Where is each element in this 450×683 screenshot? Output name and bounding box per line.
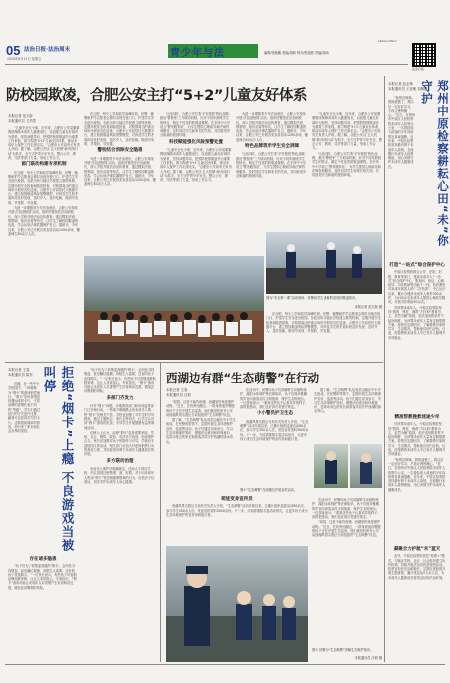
- paragraph: 为进一步增强青少年法治意识，合肥公安持续开展‘法治进校园’活动，组织民警担任法治副校长，深入学校开展法治宣传教育，通过模拟法庭、情景剧、知识竞赛等形式，让学生了解校园欺凌的危害，学会运用法律武器保护自己。据统计，今年以来，合肥公安已开展各类宣讲活动1200余场，覆盖师生80余万人次。: [236, 112, 308, 142]
- paragraph: “儿童安全无小事，近年来，合肥市公安局紧紧围绕保障未成年人健康成长，以创建儿童友好城市为契机，坚持问题导向，把预防校园欺凌作为重要工作来抓，着力构建‘5+2’儿童友好体系，推动未成年人保护工作走深走实。”合肥市公安局有关负责人介绍。据了解，合肥公安以‘五大机制’和‘两项行动’为抓手，全力守护青少年安全，整合公安、教育、司法等部门力量，形成工作合力。: [160, 148, 232, 183]
- paragraph: 未成年人保护法明确规定，任何人不得在学校、幼儿园周边销售烟、酒、彩票。对于向未成年人售卖“烟卡”等变相推销烟草的行为，应依法予以查处，切实守护未成年人身心健康。: [84, 466, 155, 484]
- paragraph: 在活动中，民警向孩子们讲解野生动植物保护、湖泊水体保护等法律知识，孩子们则用稚嫩的声音向游客宣传文明旅游、保护生态的理念。一位游客表示：“看到这些孩子认真劝导的样子，真的很感动，我们也应该自觉遵守规定。”: [240, 388, 309, 410]
- paragraph: “孩子们为了收集更高级的‘烟卡’，会四处寻找烟盒，甚至翻垃圾桶、向陌生人索要，还有的孩子花钱购买。”一位家长表示，有些孩子对香烟品牌如数家珍，这让人非常担心。专家指出，“烟卡”游戏可能让未成年人对香烟产生好奇和亲近感，增加尝试吸烟的风险。: [84, 368, 156, 394]
- photo-scene: [266, 232, 382, 294]
- paragraph: “叔叔，这里不能钓鱼哦，西湖里的鱼是保护动物。”近日，在杭州西湖边，一群身着迷你警服的孩子正在开展生态巡查，他们就是杭州市公安局西湖风景名胜区分局组建的“生态萌警”队伍。: [166, 400, 235, 417]
- paragraph: 在合肥，每天上学和放学高峰时段，民警、辅警和护学志愿者会准时出现在校门口，护送学生安全进出校园。各派出所与辖区学校建立联络机制，定期开展安全检查和隐患排查，对校园周边的重点场所开展常态化巡查。合肥市公安局依托大数据平台，建立校园欺凌风险预警模型，对涉及学生的矛盾纠纷及时发现、及时介入、及时化解，做到早发现、早预防、早处置。: [84, 112, 155, 147]
- paragraph: 与此同时，合肥公安打造‘平安校园’特色品牌，推出‘警校家’三方联动机制，针对不同年龄段学生的特点，制定个性化的防欺凌课程。在多所中小学设立‘警务服务站’，为学生提供心理疏导和法律咨询服务，及时回应学生和家长的关切，共同营造安全和谐的校园环境。: [236, 152, 308, 178]
- article4-photo-1: [314, 444, 348, 488]
- page-number: 05: [6, 43, 21, 58]
- paragraph: 为进一步增强青少年法治意识，合肥公安持续开展‘法治进校园’活动，组织民警担任法治副校长，深入学校开展法治宣传教育，通过模拟法庭、情景剧、知识竞赛等形式，让学生了解校园欺凌的危害，学会运用法律武器保护自己。据统计，今年以来，合肥公安已开展各类宣讲活动1200余场，覆盖师生80余万人次。: [8, 206, 80, 236]
- paragraph: 为进一步增强青少年法治意识，合肥公安持续开展‘法治进校园’活动，组织民警担任法治副校长，深入学校开展法治宣传教育，通过模拟法庭、情景剧、知识竞赛等形式，让学生了解校园欺凌的危害，学会运用法律武器保护自己。据统计，今年以来，合肥公安已开展各类宣讲活动1200余场，覆盖师生80余万人次。: [84, 156, 156, 187]
- paragraph: 法律人士认为，治理“烟卡”乱象需要家庭、学校、社会、网络、政府、司法多方协同，形成保护合力。家长应加强对孩子的陪伴与引导，学校应丰富校园文体活动，相关部门应加大对违规销售行为的查处力度，共同营造有利于未成年人健康成长的环境。: [84, 430, 155, 457]
- article2-col1: [388, 96, 416, 266]
- article3-col1: [8, 382, 40, 552]
- article1-title: 防校园欺凌，合肥公安主打“5+2”儿童友好体系: [6, 88, 307, 104]
- paragraph: 近期，在一些中小学校园中，一种被称为“烟卡”的游戏悄然流行。“烟卡”是用香烟盒折叠而成的卡片，不同品牌的香烟代表不同的“等级”，学生们通过拍打的方式进行比拼，赢者可以获得对方的卡片。这种看似简单的游戏，却引发了家长和社会各界的担忧。: [8, 382, 40, 434]
- article1-col3: [160, 112, 232, 252]
- photo-scene: [314, 444, 348, 488]
- legal-daily-label: LEGAL DAILY: [378, 39, 397, 43]
- article1-col6: [266, 312, 382, 358]
- photo-scene: [350, 444, 382, 488]
- paragraph: “儿童安全无小事，近年来，合肥市公安局紧紧围绕保障未成年人健康成长，以创建儿童友好城市为契机，坚持问题导向，把预防校园欺凌作为重要工作来抓，着力构建‘5+2’儿童友好体系，推动未成年人保护工作走深走实。”合肥市公安局有关负责人介绍。据了解，合肥公安以‘五大机制’和‘两项行动’为抓手，全力守护青少年安全，整合公安、教育、司法等部门力量，形成工作合力。: [312, 112, 382, 151]
- article1-col2: [84, 112, 156, 252]
- article4-col4: [166, 496, 308, 544]
- article1-photo: [84, 256, 264, 360]
- subhead: 打造“一站式”综合保护中心: [389, 263, 445, 268]
- article3-byline: 本报记者 王春 本报通讯员 陈东: [8, 368, 33, 377]
- paragraph: 在合肥，每天上学和放学高峰时段，民警、辅警和护学志愿者会准时出现在校门口，护送学生安全进出校园。各派出所与辖区学校建立联络机制，定期开展安全检查和隐患排查，对校园周边的重点场所开展常态化巡查。合肥市公安局依托大数据平台，建立校园欺凌风险预警模型，对涉及学生的矛盾纠纷及时发现、及时介入、及时化解，做到早发现、早预防、早处置。: [266, 312, 381, 334]
- article4-col1: [166, 400, 236, 486]
- paragraph: 此外，中原区检察院依托“检察+”模式，与辖区学校、社区、社会组织建立协作机制，持续开展法治宣传进校园活动。检察官担任法治副校长，定期走进校园开展主题讲座，累计受众达5万余人次，为未成年人健康成长营造良好的法治环境。: [388, 554, 446, 580]
- section-title: 青少年与法: [170, 48, 225, 59]
- article3-title: 拒绝“烟卡”上瘾 不良游戏当被叫停: [42, 366, 75, 552]
- article1-photo-small: [266, 232, 382, 294]
- article4-col2: [240, 388, 310, 486]
- paragraph: “孩子们为了收集更高级的‘烟卡’，会四处寻找烟盒，甚至翻垃圾桶、向陌生人索要，还有的孩子花钱购买。”一位家长表示，有些孩子对香烟品牌如数家珍，这让人非常担心。专家指出，“烟卡”游戏可能让未成年人对香烟产生好奇和亲近感，增加尝试吸烟的风险。: [8, 564, 77, 590]
- paragraph: “检察官阿姨，我知道错了，我以后一定好好学习，不再让爸妈操心。”近日，在郑州市中原区人民检察院未成年人检察办公室，一名曾经误入歧途的少年向检察官真诚道歉。近年来，中原区检察院坚持最有利于未成年人原则，全面履行未成年人检察职能，用心用情守护未成年人健康成长。: [388, 96, 416, 169]
- subhead: 精准帮教挽救迷途少年: [394, 415, 440, 420]
- paragraph: 据了解，“生态萌警”队伍成员由辖区中小学生组成，在民警的带领下，定期开展生态环境保护宣传、巡查等活动。孩子们通过亲身参与，学习生态环境保护知识，增强法治意识和环保意识，也带动身边的家长和游客共同守护西湖的绿水青山。: [166, 418, 236, 444]
- article2-title: 郑州中原检察耕耘心田“未”你守护: [420, 80, 450, 248]
- subhead: 萌娃变身宣传员: [221, 497, 253, 502]
- subhead: 凝聚合力护航“未”蓝天: [393, 547, 441, 552]
- article4-byline: 本报记者 王春 本报通讯员 汪莉: [166, 388, 191, 397]
- paragraph: “儿童安全无小事，近年来，合肥市公安局紧紧围绕保障未成年人健康成长，以创建儿童友好城市为契机，坚持问题导向，把预防校园欺凌作为重要工作来抓，着力构建‘5+2’儿童友好体系，推动未成年人保护工作走深走实。”合肥市公安局有关负责人介绍。据了解，合肥公安以‘五大机制’和‘两项行动’为抓手，全力守护青少年安全，整合公安、教育、司法等部门力量，形成工作合力。: [8, 126, 80, 161]
- article4-photo-2: [350, 444, 382, 488]
- qr-code: [412, 43, 436, 67]
- article4-photo-caption-1: 图①“生态萌警”在西湖边开展宣传活动。: [240, 488, 298, 492]
- article-divider: [160, 362, 161, 662]
- article3-col2: [8, 556, 78, 660]
- article2-col4: [388, 546, 446, 664]
- article4-col5: [312, 498, 382, 648]
- article1-byline: 本报记者 范天娇 本报通讯员 王浩然: [8, 114, 37, 123]
- paragraph: 据了解，“生态萌警”队伍成员由辖区中小学生组成，在民警的带领下，定期开展生态环境保护宣传、巡查等活动。孩子们通过亲身参与，学习生态环境保护知识，增强法治意识和环保意识，也带动身边的家长和游客共同守护西湖的绿水青山。: [314, 388, 381, 414]
- paragraph: 在活动中，民警向孩子们讲解野生动植物保护、湖泊水体保护等法律知识，孩子们则用稚嫩的声音向游客宣传文明旅游、保护生态的理念。一位游客表示：“看到这些孩子认真劝导的样子，真的很感动，我们也应该自觉遵守规定。”: [312, 498, 381, 520]
- paragraph: 中原区检察院联合公安、法院、妇联、教育等部门，建成未成年人“一站式”综合保护中心，集询问、取证、心理疏导、司法救助等功能于一体，有效避免对未成年被害人的“二次伤害”。中心运行以来，累计办理涉未成年人案件300余件，为200余名未成年人提供心理疏导服务，开展司法救助50余次。: [388, 270, 446, 305]
- paragraph: “检察官阿姨，我知道错了，我以后一定好好学习，不再让爸妈操心。”近日，在郑州市中原区人民检察院未成年人检察办公室，一名曾经误入歧途的少年向检察官真诚道歉。近年来，中原区检察院坚持最有利于未成年人原则，全面履行未成年人检察职能，用心用情守护未成年人健康成长。: [388, 457, 446, 492]
- article-divider: [384, 76, 385, 662]
- paragraph: 对涉罪未成年人，中原区检察院坚持“教育、感化、挽救”方针和“教育为主、惩罚为辅”原则，依法适用附条件不起诉制度，为涉罪未成年人量身定制帮教方案。检察官定期回访，了解帮教对象的学习、生活情况，帮助他们回归正轨。目前，经帮教的未成年人中已有多人顺利升学或就业。: [388, 422, 446, 457]
- qr-label: 法治日报: [412, 67, 425, 71]
- date-line: 2024年6月11日 星期五: [7, 57, 42, 61]
- paragraph: 与此同时，合肥公安打造‘平安校园’特色品牌，推出‘警校家’三方联动机制，针对不同年龄段学生的特点，制定个性化的防欺凌课程。在多所中小学设立‘警务服务站’，为学生提供心理疏导和法律咨询服务，及时回应学生和家长的关切，共同营造安全和谐的校园环境。: [160, 112, 232, 138]
- article1-col1: [8, 126, 80, 356]
- article4-photo-credit: 本报通讯员 汪莉 摄: [354, 656, 382, 660]
- article4-title: 西湖边有群“生态萌警”在行动: [166, 371, 320, 385]
- subhead: 特色品牌筑牢学生安全屏障: [245, 144, 299, 150]
- article1-col4: [236, 112, 308, 252]
- article4-main-photo: [166, 546, 308, 662]
- masthead-rule: [5, 64, 408, 65]
- paragraph: “叔叔，这里不能钓鱼哦，西湖里的鱼是保护动物。”近日，在杭州西湖边，一群身着迷你警服的孩子正在开展生态巡查，他们就是杭州市公安局西湖风景名胜区分局组建的“生态萌警”队伍。: [312, 520, 381, 538]
- article4-col3: [314, 388, 382, 442]
- article1-photo-credit: 本报记者 范天娇 摄: [354, 305, 382, 309]
- subhead: 多方联动治理: [106, 458, 134, 464]
- subhead: 警校结合消除安全隐患: [97, 148, 143, 154]
- paper-name: 法治日报·法治周末: [24, 47, 71, 53]
- article1-photo-caption: 图为“安全第一课”活动现场，民警向学生讲解防范校园欺凌知识。: [266, 296, 359, 300]
- editors-line: 编辑/张晓鹏 美编/周莉 校对/张晓燕 责编/周雨: [264, 51, 329, 55]
- article2-col2: [388, 262, 446, 412]
- paragraph: 对涉罪未成年人，中原区检察院坚持“教育、感化、挽救”方针和“教育为主、惩罚为辅”原则，依法适用附条件不起诉制度，为涉罪未成年人量身定制帮教方案。检察官定期回访，了解帮教对象的学习、生活情况，帮助他们回归正轨。目前，经帮教的未成年人中已有多人顺利升学或就业。: [388, 305, 446, 340]
- subhead: 部门联动构建专项机制: [21, 162, 67, 168]
- article1-col5: [312, 112, 382, 232]
- paragraph: 西湖风景名胜区分局有关负责人介绍，“生态萌警”活动开展以来，已累计组织巡查活动60余次，参与学生500余人次，发放宣传资料3000余份。下一步，分局将继续丰富活动形式，让更多孩子成为生态环境保护的宣传者和践行者。: [240, 419, 309, 441]
- masthead: [0, 0, 450, 71]
- article4-photo-caption-2: 图② 民警为“生态萌警”讲解生态保护知识。: [312, 648, 374, 652]
- bottom-rule: [5, 664, 445, 665]
- paragraph: 在合肥，每天上学和放学高峰时段，民警、辅警和护学志愿者会准时出现在校门口，护送学生安全进出校园。各派出所与辖区学校建立联络机制，定期开展安全检查和隐患排查，对校园周边的重点场所开展常态化巡查。合肥市公安局依托大数据平台，建立校园欺凌风险预警模型，对涉及学生的矛盾纠纷及时发现、及时介入、及时化解，做到早发现、早预防、早处置。: [8, 170, 79, 205]
- subhead: 存在诸多隐患: [29, 557, 57, 562]
- photo-scene: [84, 256, 264, 360]
- subhead: 科技赋能强化风险预警处置: [169, 139, 223, 145]
- paragraph: 与此同时，合肥公安打造‘平安校园’特色品牌，推出‘警校家’三方联动机制，针对不同年龄段学生的特点，制定个性化的防欺凌课程。在多所中小学设立‘警务服务站’，为学生提供心理疏导和法律咨询服务，及时回应学生和家长的关切，共同营造安全和谐的校园环境。: [312, 151, 381, 178]
- paragraph: 西湖风景名胜区分局有关负责人介绍，“生态萌警”活动开展以来，已累计组织巡查活动60余次，参与学生500余人次，发放宣传资料3000余份。下一步，分局将继续丰富活动形式，让更多孩子成为生态环境保护的宣传者和践行者。: [166, 504, 308, 517]
- paragraph: 针对“烟卡”问题，多地教育部门和市场监管部门已开始行动。一些地方明确禁止向未成年人销售“烟卡”及相关产品，学校也加强了对学生的引导教育，通过主题班会、家长会等形式，让学生认识到“烟卡”游戏的危害，引导学生开展健康有益的课间活动。: [84, 404, 155, 430]
- article3-col3: [84, 368, 156, 662]
- subhead: 多部门齐发力: [106, 395, 134, 401]
- subhead: 小小警员护卫生态: [257, 411, 293, 417]
- article-divider: [5, 362, 383, 363]
- article2-col3: [388, 414, 446, 544]
- photo-scene: [166, 546, 308, 662]
- article2-byline: 本报记者 赵志锋 本报通讯员 王亚敏 刘佩佩: [388, 82, 428, 91]
